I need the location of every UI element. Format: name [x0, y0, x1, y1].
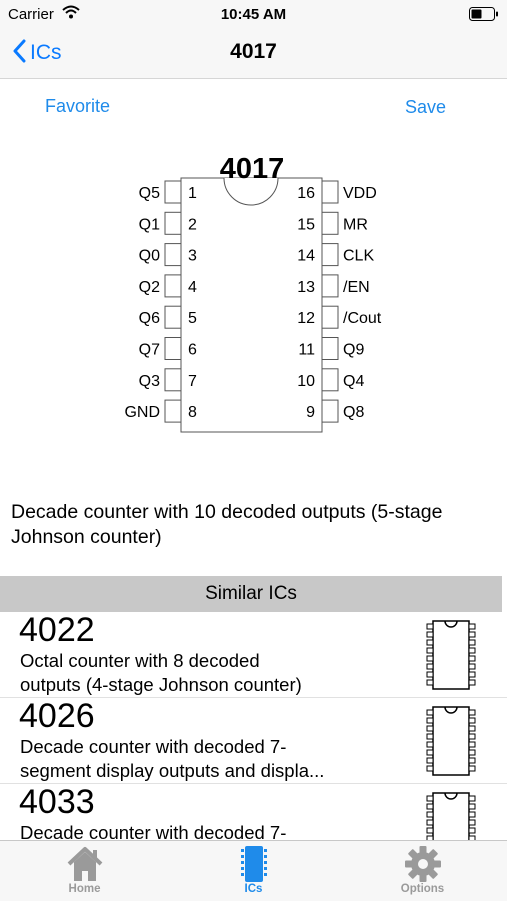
- ic-summary: [20, 649, 390, 697]
- chevron-left-icon: [12, 39, 26, 68]
- ic-pinout-diagram: [0, 148, 507, 438]
- pin-label: GND: [124, 404, 160, 422]
- pin-6: [165, 338, 181, 360]
- ic-summary: [20, 821, 390, 840]
- tab-ics[interactable]: [169, 841, 338, 901]
- pin-number: 3: [188, 247, 197, 265]
- gear-icon: [338, 845, 507, 883]
- dip-chip-icon: [425, 791, 477, 840]
- pin-number: 16: [297, 185, 315, 202]
- pin-4: [165, 275, 181, 297]
- similar-ics-list[interactable]: [0, 612, 507, 840]
- back-button[interactable]: [12, 37, 62, 69]
- ic-summary-line: outputs (4-stage Johnson counter): [20, 674, 302, 695]
- pin-label: Q8: [343, 404, 365, 422]
- dip-chip-icon: [425, 705, 477, 782]
- pin-number: 5: [188, 310, 197, 328]
- pin-number: 13: [297, 278, 315, 296]
- tab-home-label: Home: [68, 883, 101, 895]
- page-title: 4017: [230, 40, 277, 63]
- pin-label: Q6: [138, 310, 160, 328]
- pin-number: 6: [188, 341, 197, 359]
- pin-label: /Cout: [343, 310, 382, 328]
- home-icon: [0, 845, 169, 883]
- pin-label: Q9: [343, 341, 365, 359]
- pin-label: VDD: [343, 185, 377, 202]
- ic-description: Decade counter with 10 decoded outputs (5-stage Johnson counter): [11, 501, 443, 548]
- pin-label: Q3: [138, 372, 160, 390]
- navigation-bar: [0, 28, 507, 79]
- favorite-button[interactable]: Favorite: [45, 96, 111, 116]
- ic-summary-line: Octal counter with 8 decoded: [20, 650, 260, 671]
- pin-13: [322, 275, 338, 297]
- pin-label: Q1: [138, 216, 160, 234]
- pin-3: [165, 244, 181, 266]
- tab-options-label: Options: [400, 883, 445, 895]
- ic-number: 4026: [19, 697, 95, 735]
- pin-number: 14: [297, 247, 315, 265]
- pin-8: [165, 400, 181, 422]
- list-item[interactable]: [0, 612, 507, 698]
- tab-home[interactable]: [0, 841, 169, 901]
- pin-label: /EN: [343, 278, 370, 296]
- pin-number: 4: [188, 278, 197, 296]
- pin-number: 1: [188, 185, 197, 202]
- pin-label: Q0: [138, 247, 160, 265]
- pin-number: 9: [306, 404, 315, 422]
- tab-bar: [0, 840, 507, 901]
- pin-number: 15: [297, 216, 315, 234]
- ic-summary-line: Decade counter with decoded 7-: [20, 736, 287, 757]
- ic-summary-line: segment display outputs and displa...: [20, 760, 325, 781]
- similar-ics-header: Similar ICs: [0, 576, 502, 612]
- ic-number: 4033: [19, 783, 95, 821]
- pin-label: MR: [343, 216, 368, 234]
- status-bar: [0, 0, 507, 28]
- pin-7: [165, 369, 181, 391]
- pin-16: [322, 181, 338, 203]
- pin-label: Q4: [343, 372, 365, 390]
- ic-summary-line: Decade counter with decoded 7-: [20, 822, 287, 840]
- list-item[interactable]: [0, 698, 507, 784]
- ic-number: 4022: [19, 612, 95, 649]
- pin-number: 10: [297, 372, 315, 390]
- tab-options[interactable]: [338, 841, 507, 901]
- pin-10: [322, 369, 338, 391]
- back-button-label: ICs: [30, 41, 62, 64]
- pin-5: [165, 306, 181, 328]
- pin-12: [322, 306, 338, 328]
- pin-15: [322, 212, 338, 234]
- carrier-label: Carrier: [8, 6, 54, 23]
- ic-summary: [20, 735, 390, 783]
- pin-label: Q5: [138, 185, 160, 202]
- tab-ics-label: ICs: [244, 883, 263, 895]
- pin-9: [322, 400, 338, 422]
- pin-label: CLK: [343, 247, 375, 265]
- pin-label: Q7: [138, 341, 160, 359]
- pin-number: 11: [298, 341, 315, 359]
- save-button[interactable]: Save: [405, 97, 447, 117]
- pin-number: 8: [188, 404, 197, 422]
- pin-14: [322, 244, 338, 266]
- list-item[interactable]: [0, 784, 507, 840]
- pin-number: 2: [188, 216, 197, 234]
- pin-1: [165, 181, 181, 203]
- chip-name: 4017: [219, 153, 285, 185]
- dip-chip-icon: [425, 619, 477, 696]
- status-time: 10:45 AM: [220, 6, 287, 23]
- battery-icon: [469, 7, 499, 26]
- pin-number: 7: [188, 372, 197, 390]
- pin-11: [322, 338, 338, 360]
- pin-label: Q2: [138, 278, 160, 296]
- pin-number: 12: [297, 310, 315, 328]
- pin-2: [165, 212, 181, 234]
- chip-icon: [169, 845, 338, 883]
